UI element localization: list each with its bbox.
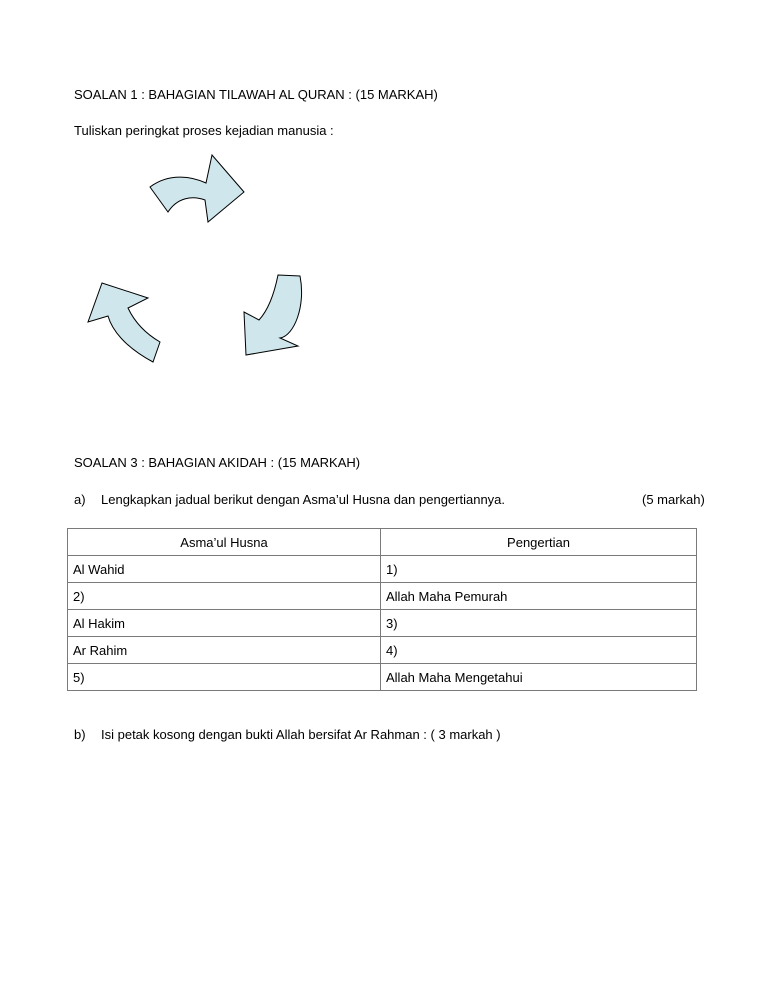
- question-a-text: Lengkapkan jadual berikut dengan Asma’ul Husna dan pengertiannya.: [101, 492, 506, 507]
- cycle-arrow-top: [150, 155, 244, 222]
- table-row: [68, 664, 697, 691]
- cycle-arrow-right: [244, 275, 302, 355]
- asmaul-husna-table: [67, 528, 697, 691]
- table-cell: Allah Maha Mengetahui: [381, 664, 697, 691]
- soalan3-title: SOALAN 3 : BAHAGIAN AKIDAH : (15 MARKAH): [74, 455, 361, 470]
- table-cell: 3): [381, 610, 697, 637]
- header-asmaul-husna: Asma’ul Husna: [68, 529, 381, 556]
- table-row: [68, 637, 697, 664]
- table-cell: Allah Maha Pemurah: [381, 583, 697, 610]
- table-row: [68, 610, 697, 637]
- cycle-diagram: [60, 150, 340, 380]
- cycle-arrow-left: [88, 283, 160, 362]
- question-a: [74, 492, 505, 507]
- table-cell: Al Wahid: [68, 556, 381, 583]
- question-b-text: Isi petak kosong dengan bukti Allah bersifat Ar Rahman : ( 3 markah ): [101, 727, 501, 742]
- table-cell: 1): [381, 556, 697, 583]
- table-cell: 5): [68, 664, 381, 691]
- table-header-row: [68, 529, 697, 556]
- table-row: [68, 583, 697, 610]
- question-a-label: a): [74, 492, 86, 507]
- question-a-marks: (5 markah): [642, 492, 705, 507]
- soalan1-title: SOALAN 1 : BAHAGIAN TILAWAH AL QURAN : (15 MARKAH): [74, 87, 438, 102]
- table-cell: Ar Rahim: [68, 637, 381, 664]
- table-cell: 4): [381, 637, 697, 664]
- table-cell: 2): [68, 583, 381, 610]
- header-pengertian: Pengertian: [381, 529, 697, 556]
- question-b: [74, 727, 501, 742]
- table-cell: Al Hakim: [68, 610, 381, 637]
- soalan1-instruction: Tuliskan peringkat proses kejadian manusia :: [74, 123, 334, 138]
- table-row: [68, 556, 697, 583]
- question-b-label: b): [74, 727, 86, 742]
